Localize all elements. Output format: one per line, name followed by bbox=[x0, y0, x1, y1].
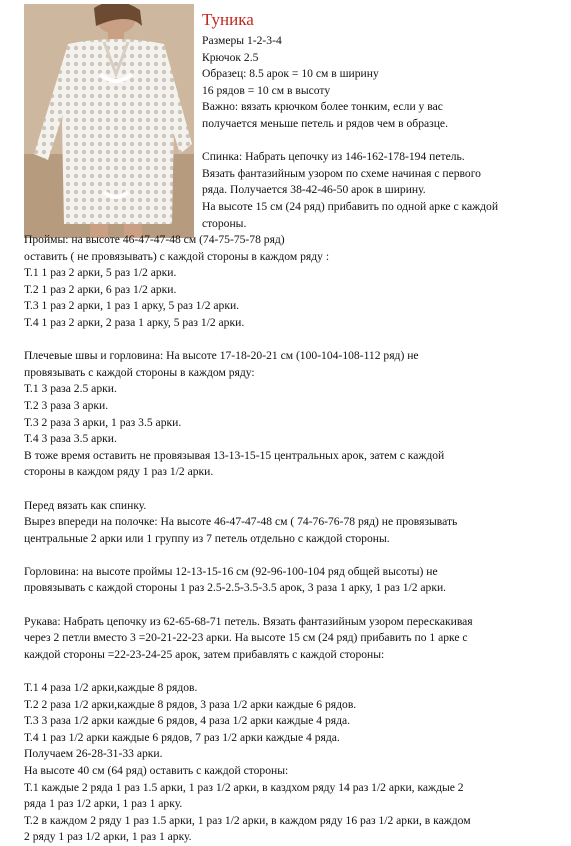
text-line: Спинка: Набрать цепочку из 146-162-178-194 петель. bbox=[202, 150, 465, 164]
text-line: Горловина: на высоте проймы 12-13-15-16 см (92-96-100-104 ряд общей высоты) не bbox=[24, 564, 438, 578]
text-line: через 2 петли вместо 3 =20-21-22-23 арки. На высоте 15 см (24 ряд) прибавить по 1 арке с bbox=[24, 631, 468, 645]
text-line: Крючок 2.5 bbox=[202, 50, 259, 64]
text-line: 2 ряду 1 раз 1/2 арки, 1 раз 1 арку. bbox=[24, 830, 192, 844]
body-text-block bbox=[24, 232, 564, 846]
text-line: ряда 1 раз 1/2 арки, 1 раз 1 арку. bbox=[24, 797, 183, 811]
text-line: оставить ( не провязывать) с каждой стороны в каждом ряду : bbox=[24, 249, 330, 263]
text-line: Плечевые швы и горловина: На высоте 17-18-20-21 см (100-104-108-112 ряд) не bbox=[24, 349, 419, 363]
header-text-block bbox=[202, 33, 562, 232]
text-line: Т.3 3 раза 1/2 арки каждые 6 рядов, 4 раза 1/2 арки каждые 4 ряда. bbox=[24, 714, 351, 728]
text-line: На высоте 15 см (24 ряд) прибавить по одной арке с каждой bbox=[202, 199, 499, 213]
text-line: Т.4 1 раз 1/2 арки каждые 6 рядов, 7 раз 1/2 арки каждые 4 ряда. bbox=[24, 730, 340, 744]
text-line: Т.3 2 раза 3 арки, 1 раз 3.5 арки. bbox=[24, 415, 182, 429]
text-line: центральные 2 арки или 1 группу из 7 петель отдельно с каждой стороны. bbox=[24, 531, 390, 545]
text-line: Т.4 3 раза 3.5 арки. bbox=[24, 432, 117, 446]
text-line: Т.2 3 раза 3 арки. bbox=[24, 398, 109, 412]
tunic-photo-illustration bbox=[24, 4, 194, 238]
text-line: На высоте 40 см (64 ряд) оставить с каждой стороны: bbox=[24, 764, 289, 777]
text-line: Рукава: Набрать цепочку из 62-65-68-71 петель. Вязать фантазийным узором перескакивая bbox=[24, 614, 473, 628]
text-line: Размеры 1-2-3-4 bbox=[202, 34, 282, 47]
text-line: Т.1 1 раз 2 арки, 5 раз 1/2 арки. bbox=[24, 266, 177, 280]
text-line: Важно: вязать крючком более тонким, если у вас bbox=[202, 100, 443, 114]
text-line: Т.1 4 раза 1/2 арки,каждые 8 рядов. bbox=[24, 681, 198, 695]
page-title: Туника bbox=[202, 10, 254, 29]
text-line: Т.4 1 раз 2 арки, 2 раза 1 арку, 5 раз 1/2 арки. bbox=[24, 315, 245, 329]
blank-line bbox=[24, 481, 564, 498]
text-line: получается меньше петель и рядов чем в образце. bbox=[202, 116, 448, 130]
blank-line bbox=[24, 332, 564, 349]
blank-line bbox=[202, 133, 562, 150]
text-line: Т.1 каждые 2 ряда 1 раз 1.5 арки, 1 раз 1/2 арки, в каздхом ряду 14 раз 1/2 арки, каждые 2 bbox=[24, 780, 464, 794]
text-line: В тоже время оставить не провязывая 13-13-15-15 центральных арок, затем с каждой bbox=[24, 448, 445, 462]
text-line: Получаем 26-28-31-33 арки. bbox=[24, 747, 163, 761]
text-line: стороны в каждом ряду 1 раз 1/2 арки. bbox=[24, 465, 214, 479]
text-line: стороны. bbox=[202, 216, 247, 230]
blank-line bbox=[24, 597, 564, 614]
text-line: Проймы: на высоте 46-47-47-48 см (74-75-75-78 ряд) bbox=[24, 233, 285, 246]
tunic-photo bbox=[24, 4, 194, 238]
text-line: Вырез впереди на полочке: На высоте 46-47-47-48 см ( 74-76-76-78 ряд) не провязывать bbox=[24, 515, 458, 529]
blank-line bbox=[24, 663, 564, 680]
text-line: провязывать с каждой стороны 1 раз 2.5-2.5-3.5-3.5 арок, 3 раза 1 арку, 1 раз 1/2 арки. bbox=[24, 581, 447, 595]
text-line: Перед вязать как спинку. bbox=[24, 498, 147, 512]
blank-line bbox=[24, 547, 564, 564]
text-line: провязывать с каждой стороны в каждом ряду: bbox=[24, 365, 255, 379]
text-line: Т.2 в каждом 2 ряду 1 раз 1.5 арки, 1 раз 1/2 арки, в каждом ряду 16 раз 1/2 арки, в каждом bbox=[24, 813, 471, 827]
text-line: Т.2 1 раз 2 арки, 6 раз 1/2 арки. bbox=[24, 282, 177, 296]
text-line: Т.2 2 раза 1/2 арки,каждые 8 рядов, 3 раза 1/2 арки каждые 6 рядов. bbox=[24, 697, 357, 711]
text-line: Т.3 1 раз 2 арки, 1 раз 1 арку, 5 раз 1/2 арки. bbox=[24, 299, 240, 313]
text-line: Вязать фантазийным узором по схеме начиная с первого bbox=[202, 166, 481, 180]
text-line: 16 рядов = 10 см в высоту bbox=[202, 83, 331, 97]
text-line: каждой стороны =22-23-24-25 арок, затем прибавлять с каждой стороны: bbox=[24, 647, 385, 661]
text-line: Т.1 3 раза 2.5 арки. bbox=[24, 382, 117, 396]
text-line: ряда. Получается 38-42-46-50 арок в ширину. bbox=[202, 183, 426, 197]
text-line: Образец: 8.5 арок = 10 см в ширину bbox=[202, 67, 379, 81]
